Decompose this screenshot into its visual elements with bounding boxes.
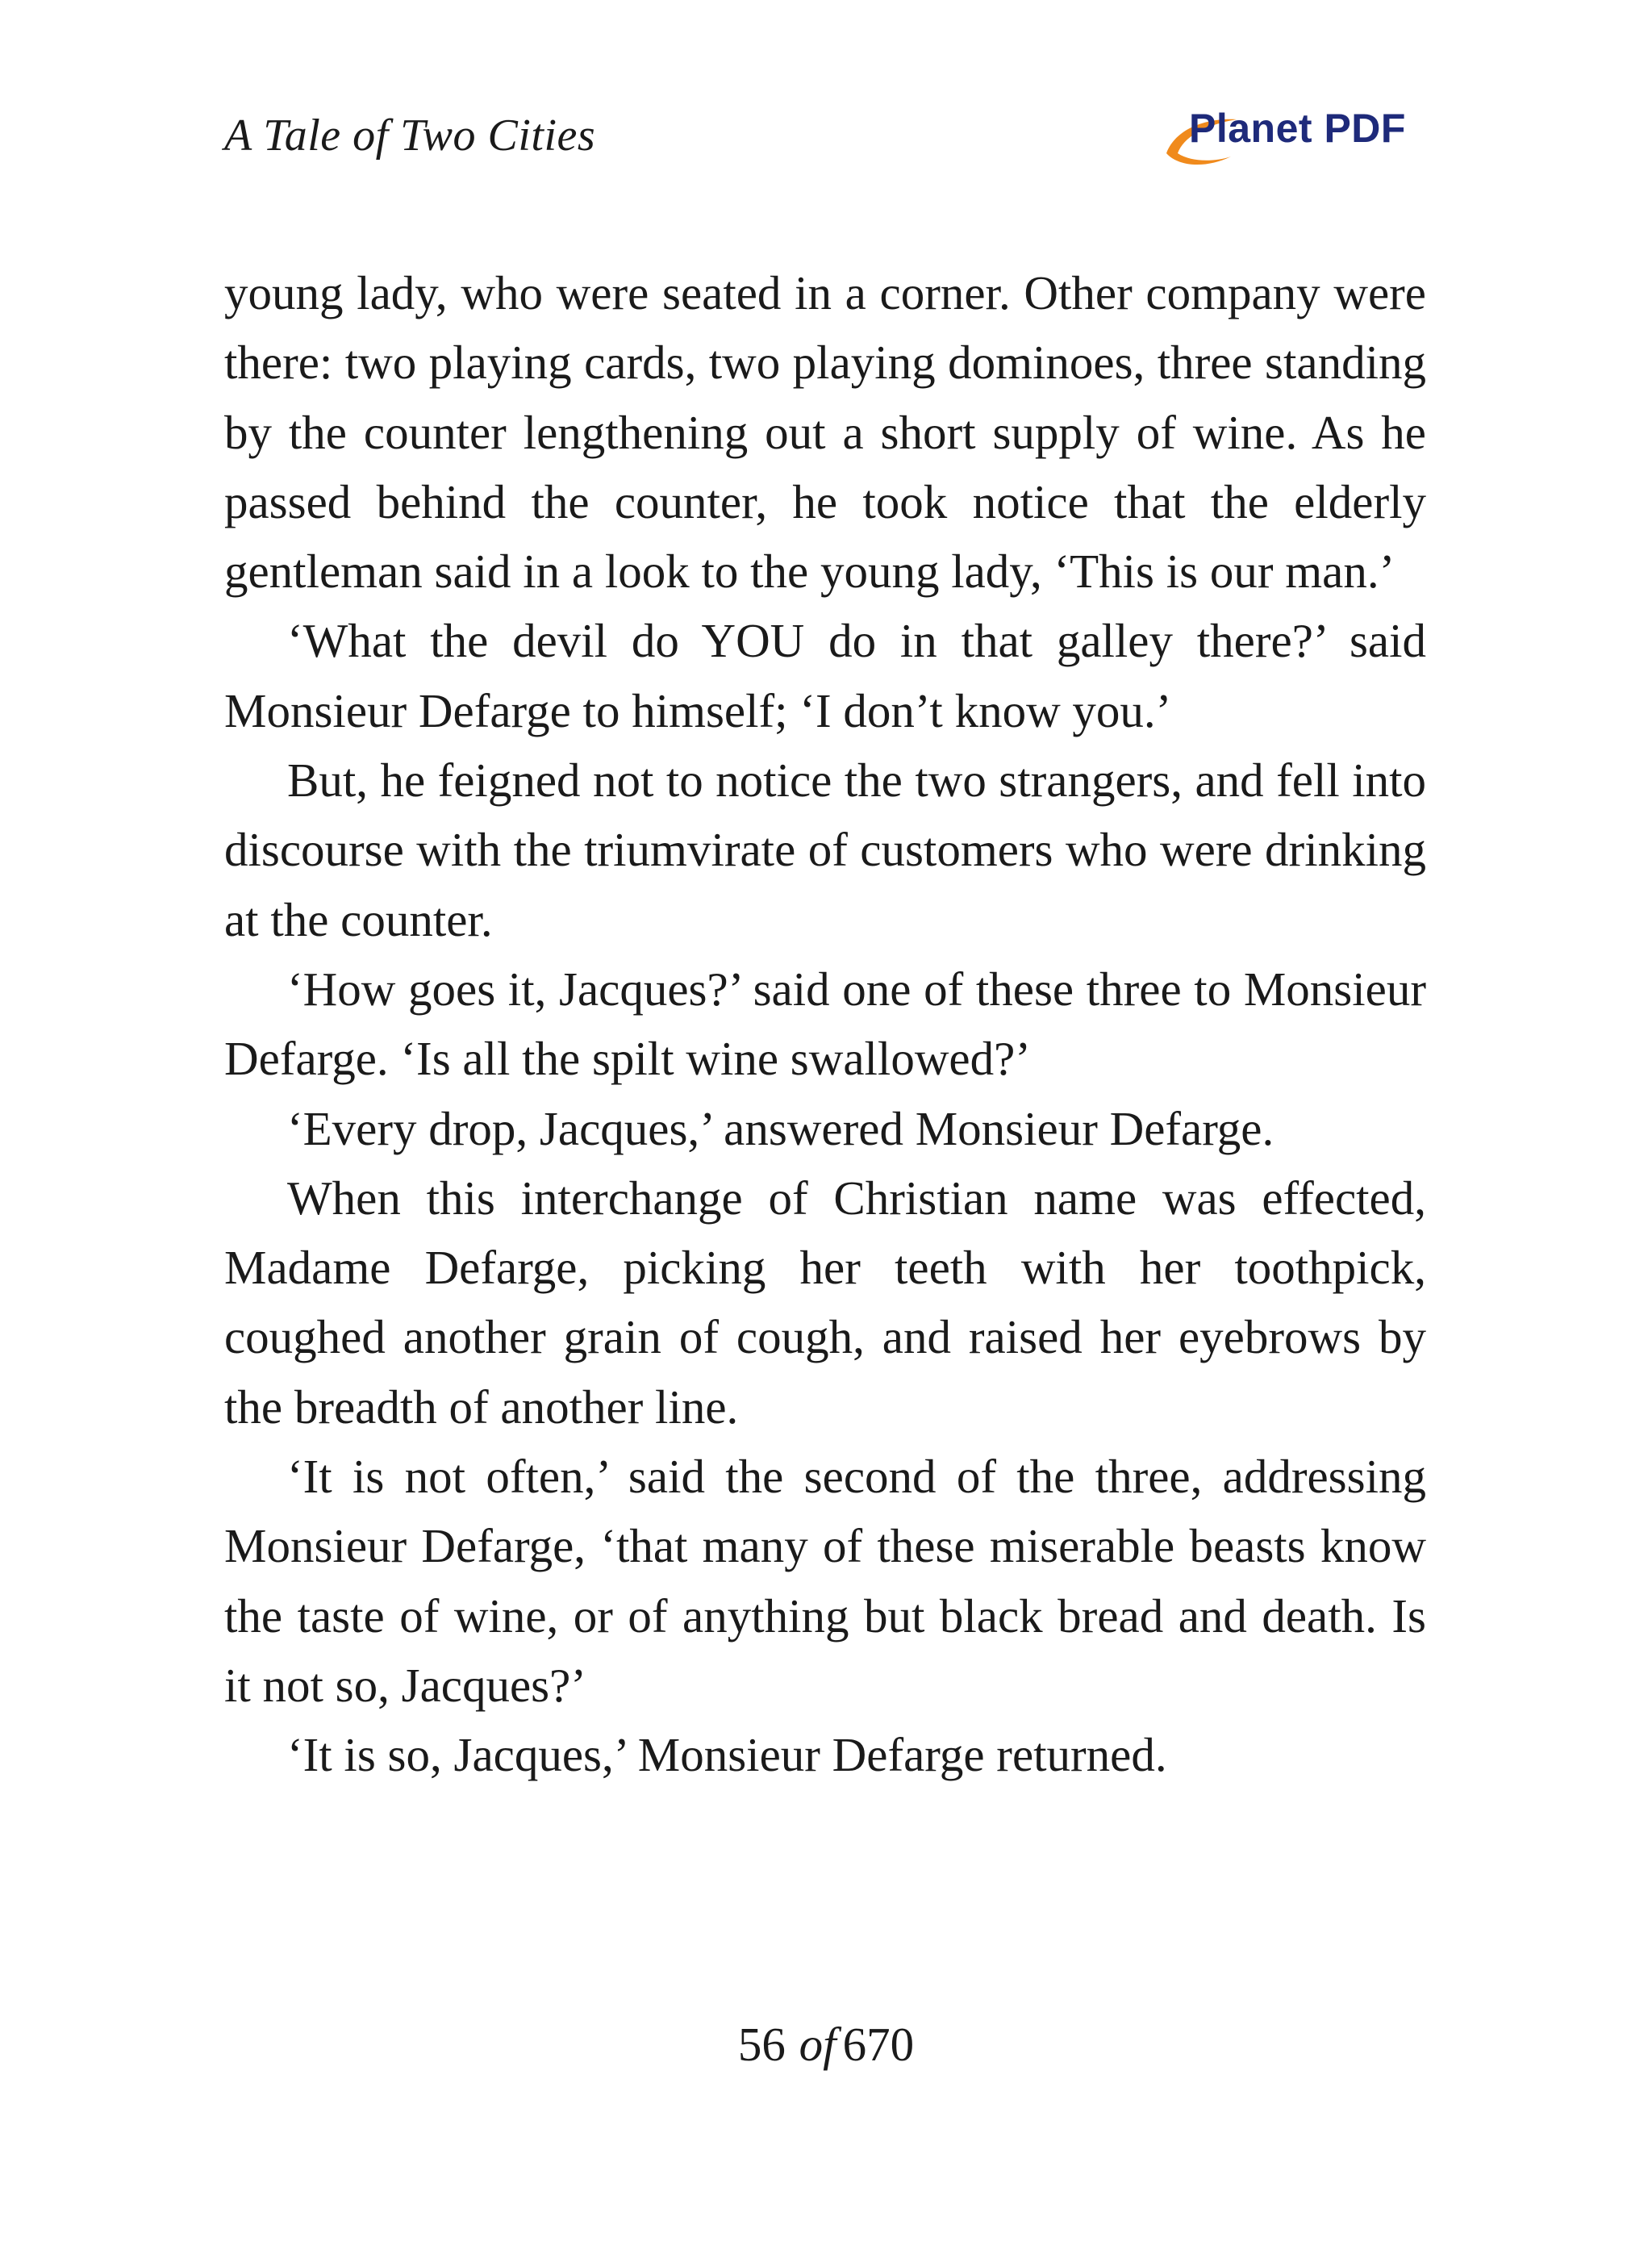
total-pages: 670 (842, 2018, 915, 2071)
body-text (224, 258, 1426, 1790)
logo-text: Planet PDF (1189, 106, 1406, 151)
paragraph: ‘Every drop, Jacques,’ answered Monsieur Defarge. (287, 1101, 1274, 1155)
paragraph: But, he feigned not to notice the two strangers, and fell into discourse with the triumvirate of customers who were drinking at the counter. (224, 753, 1426, 946)
page-number: 56 (737, 2018, 786, 2071)
paragraph: ‘It is not often,’ said the second of the three, addressing Monsieur Defarge, ‘that many of these miserable beasts know the taste of wine, or of anything but black bread and death. Is it not so, Jacques?’ (224, 1450, 1426, 1712)
page-header (224, 103, 1426, 176)
paragraph: ‘It is so, Jacques,’ Monsieur Defarge returned. (287, 1728, 1167, 1782)
running-title: A Tale of Two Cities (224, 111, 596, 161)
paragraph: ‘How goes it, Jacques?’ said one of these three to Monsieur Defarge. ‘Is all the spilt wine swallowed?’ (224, 962, 1426, 1086)
planet-pdf-logo (1160, 103, 1426, 176)
paragraph: young lady, who were seated in a corner. Other company were there: two playing cards, two playing dominoes, three standing by the counter lengthening out a short supply of wine. As he passed behind the counter, he took notice that the elderly gentleman said in a look to the young lady, ‘This is our man.’ (224, 266, 1426, 599)
page-footer (0, 2017, 1652, 2072)
paragraph: When this interchange of Christian name was effected, Madame Defarge, picking her teeth with her toothpick, coughed another grain of cough, and raised her eyebrows by the breadth of another line. (224, 1171, 1426, 1434)
of-label: of (799, 2018, 836, 2071)
paragraph: ‘What the devil do YOU do in that galley there?’ said Monsieur Defarge to himself; ‘I don’t know you.’ (224, 614, 1426, 737)
